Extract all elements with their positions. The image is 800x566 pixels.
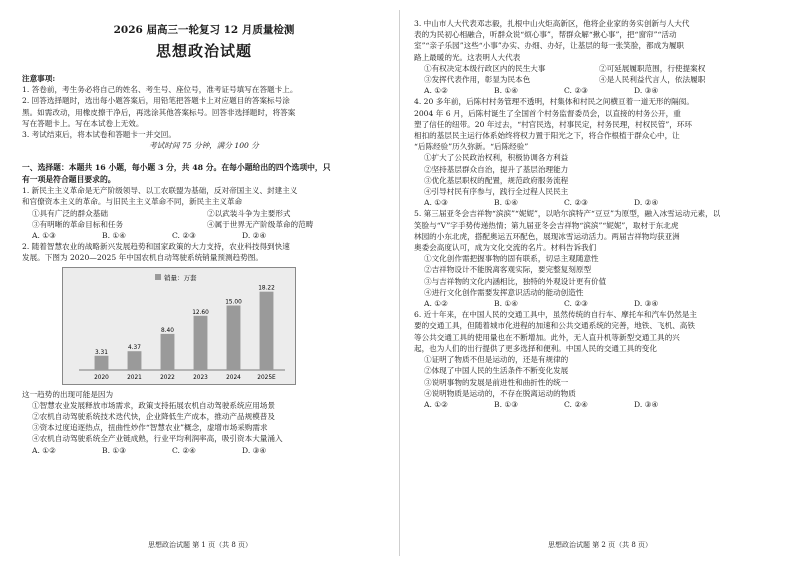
choice-statement: ③有明晰的革命目标和任务 xyxy=(32,219,124,229)
answer-option[interactable]: C. ②③ xyxy=(564,198,588,208)
question-stem: 这一趋势的出现可能是因为 xyxy=(22,389,114,399)
question-6 xyxy=(414,309,784,410)
choice-statement: ②坚持基层群众自治，提升了基层治理能力 xyxy=(424,164,569,174)
choice-statement: ②体现了中国人民的生活条件不断变化发展 xyxy=(424,366,569,376)
exam-title-line: 2026 届高三一轮复习 12 月质量检测 xyxy=(113,24,295,36)
answer-option[interactable]: A. ①② xyxy=(424,86,448,96)
question-stem: 要的交通工具，但随着城市化进程的加速和公共交通系统的完善，地铁、飞机、高铁 xyxy=(414,321,695,331)
question-stem: 3. 中山市人大代表邓志毅，扎根中山火炬高新区，他将企业家的务实创新与人大代 xyxy=(414,19,690,28)
answer-option[interactable]: B. ①③ xyxy=(494,399,519,409)
legend-swatch xyxy=(155,274,161,280)
question-stem: 1. 新民主主义革命是无产阶级领导、以工农联盟为基础，反对帝国主义、封建主义 xyxy=(22,186,298,196)
question-stem: 起，也为人们的出行提供了更多选择和便利。中国人民的交通工具的变化 xyxy=(414,343,657,353)
answer-option[interactable]: D. ③④ xyxy=(634,399,659,409)
answer-option[interactable]: B. ①④ xyxy=(102,231,127,241)
choice-statement: ④引导村民有序参与，践行全过程人民民主 xyxy=(424,187,569,197)
chart-bar xyxy=(260,291,274,369)
answer-option[interactable]: D. ②④ xyxy=(634,198,659,208)
choice-statement: ①智慧农业发展释放市场需求，政策支持拓展农机自动驾驶系统应用场景 xyxy=(32,400,275,410)
chart-bar xyxy=(128,351,142,370)
section-heading: 一、选择题：本题共 16 小题，每小题 3 分，共 48 分。在每小题给出的四个选项中，只 xyxy=(22,163,331,173)
choice-statement: ①有权决定本级行政区内的民生大事 xyxy=(424,63,546,73)
sales-bar-chart xyxy=(62,267,296,385)
chart-bar xyxy=(194,315,208,369)
question-stem: 5. 第三届亚冬会吉祥物“滨滨”“妮妮”，以哈尔滨特产“豆豆”为原型，融入冰雪运动元素，以 xyxy=(414,209,721,219)
question-5 xyxy=(414,208,784,309)
exam-page-2 xyxy=(400,0,800,566)
choice-statement: ④属于世界无产阶级革命的范畴 xyxy=(207,219,314,229)
section-heading-cont: 有一项是符合题目要求的。 xyxy=(22,174,116,184)
answer-option[interactable]: C. ②③ xyxy=(564,86,588,96)
choice-statement: ③优化基层职权的配置，规范政府服务流程 xyxy=(424,175,569,185)
bar-value-label: 4.37 xyxy=(128,344,141,351)
question-stem: 4. 20 多年前，后陈村村务管理不透明，村集体和村民之间横亘着一道无形的隔阂。 xyxy=(414,97,694,107)
chart-bar xyxy=(161,334,175,370)
question-stem: 室”“亲子乐园”这些“小事”办实、办细、办好，让基层的每一张笑脸，都成为履职 xyxy=(414,41,685,51)
choice-statement: ①证明了物质不但是运动的，还是有规律的 xyxy=(424,355,569,365)
choice-statement: ④进行文化创作需要发挥意识活动的能动创造性 xyxy=(424,287,584,297)
question-stem: 笑脸与“V”字手势传递热情；第九届亚冬会吉祥物“滨滨”“妮妮”，取材于东北虎 xyxy=(414,220,679,230)
bar-value-label: 8.40 xyxy=(161,327,174,334)
x-tick-label: 2021 xyxy=(127,374,142,381)
choice-statement: ②以武装斗争为主要形式 xyxy=(207,208,291,218)
question-stem: 表的为民初心相融合，听群众说“烦心事”，帮群众解“揪心事”，把“窗帘”“活动 xyxy=(414,30,677,40)
x-tick-label: 2023 xyxy=(193,374,208,381)
chart-bar xyxy=(227,305,241,370)
subject-title: 思想政治试题 xyxy=(155,42,252,60)
choice-statement: ③与吉祥物的文化内涵相比，独特的外观设计更有价值 xyxy=(424,276,607,286)
question-stem: 6. 近十年来，在中国人民的交通工具中，虽然传统的自行车、摩托车和汽车仍然是主 xyxy=(414,310,698,320)
question-2 xyxy=(22,241,386,456)
choice-statement: ②吉祥物设计不能脱离客观实际，要完整复刻原型 xyxy=(424,265,592,275)
bar-value-label: 18.22 xyxy=(258,285,275,292)
question-stem: 发展。下图为 2020—2025 年中国农机自动驾驶系统销量预测趋势图。 xyxy=(22,253,263,263)
answer-option[interactable]: B. ①④ xyxy=(494,299,519,309)
chart-legend-label: 销量：万套 xyxy=(164,273,197,282)
x-tick-label: 2025E xyxy=(257,374,276,381)
notice-heading: 注意事项: xyxy=(22,74,56,83)
x-tick-label: 2020 xyxy=(94,374,109,381)
bar-value-label: 12.60 xyxy=(192,309,209,316)
question-3 xyxy=(414,18,784,96)
question-stem: “后陈经验”历久弥新。“后陈经验” xyxy=(414,142,529,152)
question-stem: 和官僚资本主义的革命。与旧民主主义革命不同，新民主主义革命 xyxy=(22,197,243,207)
page-footer: 思想政治试题 第 2 页（共 8 页） xyxy=(547,541,653,549)
choice-statement: ①具有广泛的群众基础 xyxy=(32,208,108,218)
choice-statement: ②可延展履职范围，行使提案权 xyxy=(599,63,706,73)
notice-line: 1. 答卷前，考生务必将自己的姓名、考生号、座位号，准考证号填写在答题卡上。 xyxy=(22,85,298,95)
answer-option[interactable]: D. ③④ xyxy=(634,299,659,309)
question-stem: 相扣的基层民主运行体系始终将权力置于阳光之下，将合作根植于群众心中，让 xyxy=(414,131,680,141)
choice-statement: ①文化创作需把握事物的固有联系，切忌主观随意性 xyxy=(424,254,599,264)
page-footer: 思想政治试题 第 1 页（共 8 页） xyxy=(147,541,253,549)
answer-option[interactable]: C. ②④ xyxy=(172,445,196,455)
answer-option[interactable]: B. ①④ xyxy=(494,86,519,96)
choice-statement: ④是人民利益代言人，依法履职 xyxy=(599,75,706,85)
notice-line: 写在答题卡上。写在本试卷上无效。 xyxy=(22,118,144,128)
choice-statement: ③说明事物的发展是前进性和曲折性的统一 xyxy=(424,377,569,387)
x-tick-label: 2022 xyxy=(160,374,175,381)
answer-option[interactable]: A. ①② xyxy=(424,299,448,309)
notice-line: 2. 回答选择题时，选出每小题答案后，用铅笔把答题卡上对应题目的答案标号涂 xyxy=(22,96,290,106)
question-stem: 路上最暖的光。这表明人大代表 xyxy=(414,52,521,62)
answer-option[interactable]: D. ③④ xyxy=(634,86,659,96)
answer-option[interactable]: A. ①③ xyxy=(32,231,56,241)
chart-canvas xyxy=(63,268,295,384)
choice-statement: ③资本过度追逐热点，扭曲性炒作“智慧农业”概念，虚增市场采购需求 xyxy=(32,423,268,433)
notice-line: 3. 考试结束后，将本试卷和答题卡一并交回。 xyxy=(22,130,176,140)
answer-option[interactable]: A. ①③ xyxy=(424,198,448,208)
choice-statement: ④说明物质是运动的，不存在脱离运动的物质 xyxy=(424,388,576,398)
answer-option[interactable]: C. ②③ xyxy=(564,299,588,309)
answer-option[interactable]: B. ①④ xyxy=(494,198,519,208)
question-stem: 等公共交通工具的使用量也在不断增加。此外，无人直升机等新型交通工具的兴 xyxy=(414,332,680,342)
bar-value-label: 3.31 xyxy=(95,349,108,356)
notice-line: 黑。如需改动，用橡皮擦干净后，再选涂其他答案标号。回答非选择题时，将答案 xyxy=(22,107,296,117)
answer-option[interactable]: C. ②④ xyxy=(564,399,588,409)
choice-statement: ④农机自动驾驶系统全产业链成熟，行业平均利润率高，吸引资本大量涌入 xyxy=(32,434,283,444)
x-tick-label: 2024 xyxy=(226,374,241,381)
question-stem: 林园的小东北虎，搭配奥运五环配色，展现冰雪运动活力。两届吉祥物均获亚洲 xyxy=(414,231,680,241)
exam-time-score: 考试时间 75 分钟，满分 100 分 xyxy=(149,141,259,151)
question-stem: 塑了信任的纽带。20 年过去，“村官民选，村事民定，村务民理，村权民管”，环环 xyxy=(414,119,693,129)
question-stem: 2004 年 6 月，后陈村诞生了全国首个村务监督委员会，以直接的村务公开，重 xyxy=(414,108,681,118)
chart-bar xyxy=(95,355,109,369)
question-1 xyxy=(22,185,386,241)
bar-value-label: 15.00 xyxy=(225,299,242,306)
question-stem: 2. 随着智慧农业的战略新兴发展趋势和国家政策的大力支持，农业科技得到快速 xyxy=(22,242,290,252)
choice-statement: ②农机自动驾驶系统技术迭代快，企业降低生产成本，推动产品规模普及 xyxy=(32,412,275,422)
question-4 xyxy=(414,96,784,208)
answer-option[interactable]: D. ②④ xyxy=(242,231,267,241)
answer-option[interactable]: C. ②③ xyxy=(172,231,196,241)
answer-option[interactable]: A. ①② xyxy=(424,399,448,409)
question-stem: 奥委会高度认可，成为文化交流的名片。材料告诉我们 xyxy=(414,243,597,253)
answer-option[interactable]: B. ①③ xyxy=(102,445,127,455)
answer-option[interactable]: A. ①② xyxy=(32,445,56,455)
choice-statement: ①扩大了公民政治权利，积极协调各方利益 xyxy=(424,153,569,163)
answer-option[interactable]: D. ③④ xyxy=(242,445,267,455)
choice-statement: ③发挥代表作用，彰显为民本色 xyxy=(424,75,531,85)
